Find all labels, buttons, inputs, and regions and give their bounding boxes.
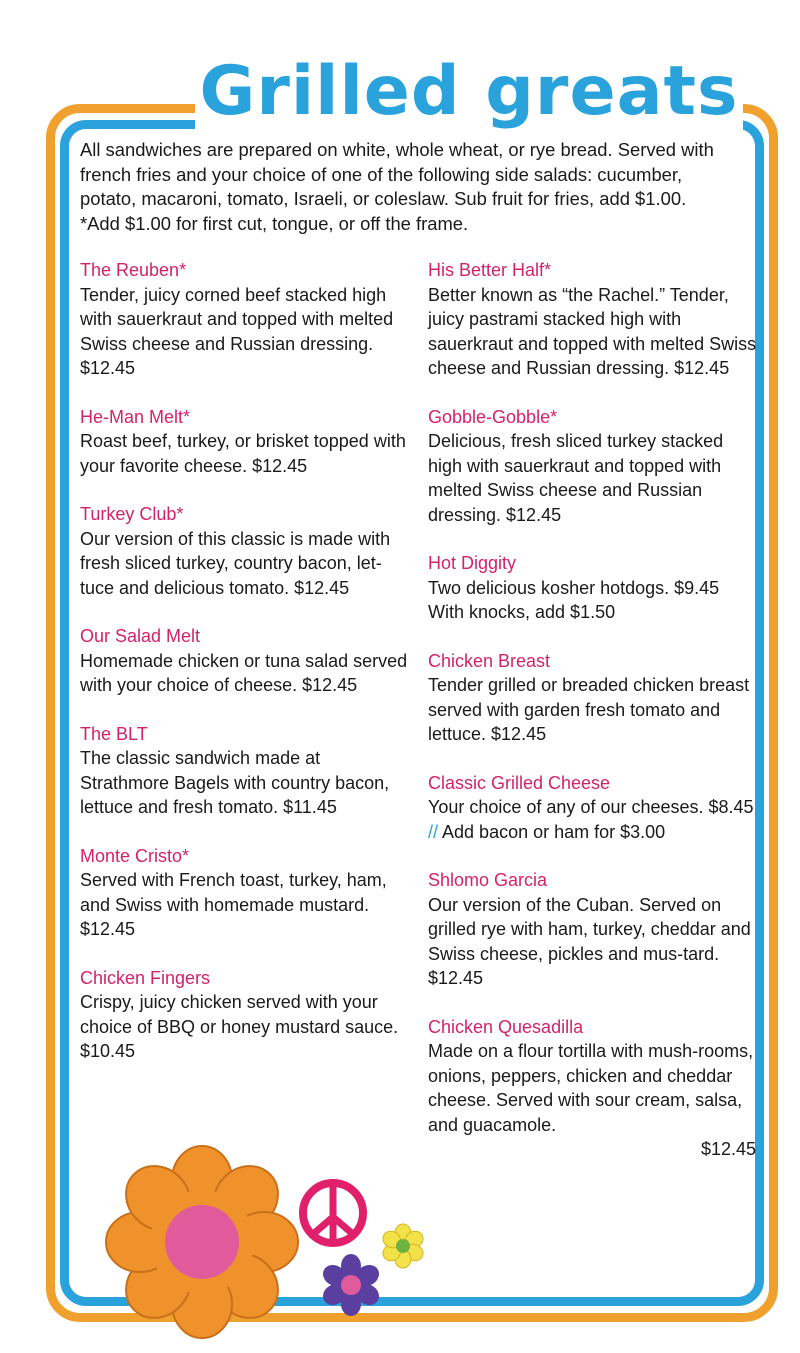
item-description: Tender grilled or breaded chicken breast served with garden fresh tomato and lettuce. $12.45 xyxy=(428,675,750,744)
item-description: Crispy, juicy chicken served with your choice of BBQ or honey mustard sauce. $10.45 xyxy=(80,992,399,1061)
item-name: Turkey Club* xyxy=(80,504,184,524)
item-name: Gobble-Gobble* xyxy=(428,406,558,427)
item-description: The classic sandwich made at Strathmore Bagels with country bacon, lettuce and fresh tomato. $11.45 xyxy=(80,748,390,817)
item-description: Our version of the Cuban. Served on grilled rye with ham, turkey, cheddar and Swiss cheese, pickles and mus-tard. $12.45 xyxy=(428,894,751,988)
item-description: Delicious, fresh sliced turkey stacked high with sauerkraut and topped with melted Swiss cheese and Russian dressing. $12.45 xyxy=(428,431,724,525)
item-price: $12.45 xyxy=(700,1139,756,1159)
item-name: Classic Grilled Cheese xyxy=(428,772,611,793)
item-name: Our Salad Melt xyxy=(80,626,201,646)
menu-title: Grilled greats xyxy=(199,52,739,131)
peace-sign-icon xyxy=(303,1183,363,1243)
item-name: Chicken Quesadilla xyxy=(428,1016,584,1037)
item-name: Shlomo Garcia xyxy=(428,870,548,890)
item-description-part: Add bacon or ham for $3.00 xyxy=(438,821,666,842)
item-name: He-Man Melt* xyxy=(80,406,191,427)
item-name: Chicken Breast xyxy=(428,650,551,671)
item-name: Monte Cristo* xyxy=(80,845,190,866)
item-description: Our version of this classic is made with fresh sliced turkey, country bacon, let-tuce and delicious tomato. $12.45 xyxy=(80,528,391,598)
item-description: Served with French toast, turkey, ham, and Swiss with homemade mustard. $12.45 xyxy=(80,870,387,939)
item-name: His Better Half* xyxy=(428,260,552,280)
item-name: The Reuben* xyxy=(80,260,187,280)
item-description: Better known as “the Rachel.” Tender, juicy pastrami stacked high with sauerkraut and topped with melted Swiss cheese and Russian dressing. $12.45 xyxy=(428,284,757,378)
orange-flower-icon xyxy=(106,1146,298,1338)
item-description: Two delicious kosher hotdogs. $9.45 With knocks, add $1.50 xyxy=(428,577,720,622)
item-description: Tender, juicy corned beef stacked high with sauerkraut and topped with melted Swiss cheese and Russian dressing. $12.45 xyxy=(80,284,394,378)
item-name: Chicken Fingers xyxy=(80,967,211,988)
intro-text: All sandwiches are prepared on white, whole wheat, or rye bread. Served with french fries and your choice of one of the following side salads: cucumber, potato, macaroni, tomato, Israeli, or coleslaw. Sub fruit for fries, add $1.00. *Add $1.00 for first cut, tongue, or off the frame. xyxy=(80,139,714,234)
item-description: Roast beef, turkey, or brisket topped with your favorite cheese. $12.45 xyxy=(80,431,406,476)
yellow-flower-icon xyxy=(380,1224,426,1268)
item-name: The BLT xyxy=(80,723,148,744)
item-description: Made on a flour tortilla with mush-rooms, onions, peppers, chicken and cheddar cheese. Served with sour cream, salsa, and guacamole. xyxy=(428,1041,754,1135)
item-description-part: Your choice of any of our cheeses. $8.45 xyxy=(428,797,754,817)
item-name: Hot Diggity xyxy=(428,553,517,573)
item-description: Homemade chicken or tuna salad served with your choice of cheese. $12.45 xyxy=(80,650,408,695)
purple-flower-icon xyxy=(319,1254,383,1316)
price-separator: // xyxy=(428,821,439,842)
